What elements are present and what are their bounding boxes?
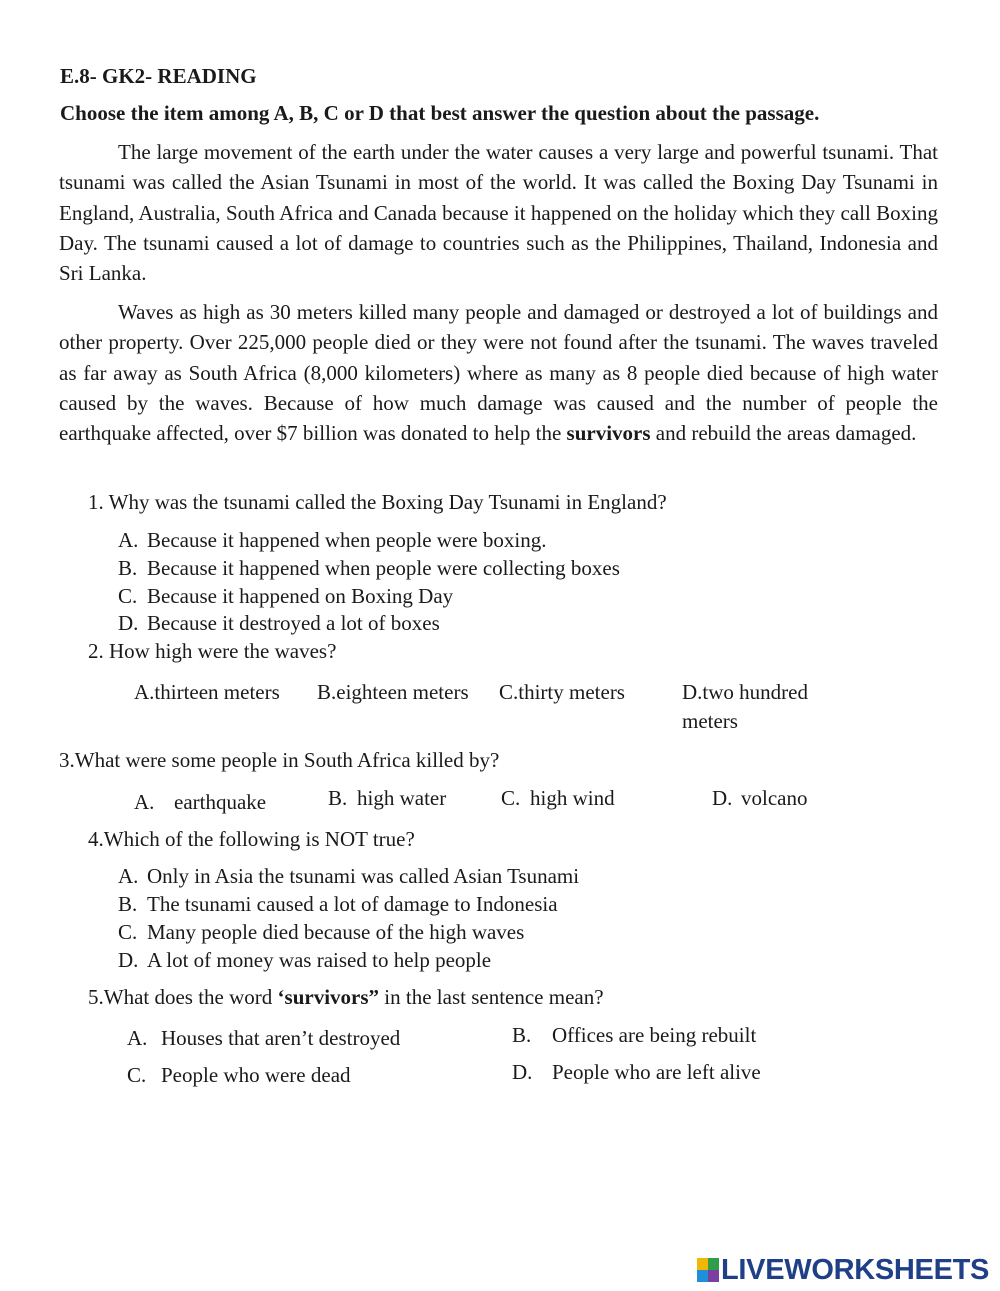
question-5-keyword: ‘survivors” [277,985,380,1009]
q4-option-a[interactable] [118,864,579,889]
q2-option-a[interactable]: A.thirteen meters [134,680,280,704]
option-text: high wind [530,786,615,810]
q1-option-d[interactable] [118,611,440,636]
option-letter: C. [118,920,138,944]
option-letter: A. [127,1026,148,1050]
q4-option-b[interactable] [118,892,558,917]
q5-option-d[interactable] [512,1060,761,1085]
option-letter: B. [512,1023,532,1047]
option-letter: D. [118,948,139,972]
option-text: high water [357,786,447,810]
option-text: Because it happened on Boxing Day [147,584,454,608]
option-text: Only in Asia the tsunami was called Asian Tsunami [147,864,580,888]
option-text: Because it happened when people were boxing. [147,528,547,552]
option-letter: A. [118,528,139,552]
q2-option-d[interactable]: D.two hundred meters [682,680,808,733]
question-3: 3.What were some people in South Africa killed by? [59,748,500,772]
q5-option-c[interactable] [127,1063,351,1088]
q5-option-a[interactable] [127,1026,400,1051]
question-1: 1. Why was the tsunami called the Boxing Day Tsunami in England? [88,490,667,514]
worksheet-title: E.8- GK2- READING [60,64,257,88]
option-text: Many people died because of the high waves [147,920,525,944]
logo-square [708,1270,719,1282]
option-letter: B. [118,556,138,580]
q2-option-c[interactable]: C.thirty meters [499,680,625,704]
option-text: earthquake [174,790,267,814]
option-letter: A. [118,864,139,888]
option-letter: C. [118,584,138,608]
q1-option-a[interactable] [118,528,546,553]
liveworksheets-logo [697,1255,989,1285]
paragraph-2-text: Waves as high as 30 meters killed many people and damaged or destroyed a lot of buildings and other property. Over 225,000 people died or they were not found after the tsunami. The waves traveled as far away as South Africa (8,000 kilometers) where as many as 8 people died because of high water caused by the waves. Because of how much damage was caused and the number of people the earthquake affected, over $7 billion was donated to help the [59,300,938,446]
q2-option-b[interactable]: B.eighteen meters [317,680,469,704]
paragraph-2-ending: and rebuild the areas damaged. [650,421,917,446]
option-text: Offices are being rebuilt [552,1023,757,1047]
question-5-ending: in the last sentence mean? [379,985,604,1009]
question-5 [88,985,604,1010]
option-letter: D. [712,786,733,810]
logo-text: LIVEWORKSHEETS [721,1253,990,1286]
option-letter: B. [118,892,138,916]
q3-option-a[interactable] [134,790,266,815]
option-text: Because it happened when people were collecting boxes [147,556,620,580]
option-text: People who are left alive [552,1060,761,1084]
option-letter: C. [127,1063,147,1087]
q4-option-c[interactable] [118,920,524,945]
liveworksheets-logo-icon [697,1258,719,1282]
question-4: 4.Which of the following is NOT true? [88,827,415,851]
option-text: A lot of money was raised to help people [147,948,492,972]
logo-square [697,1258,708,1270]
option-letter: B. [328,786,348,810]
option-text: People who were dead [161,1063,351,1087]
q5-option-b[interactable] [512,1023,756,1048]
q1-option-c[interactable] [118,584,453,609]
option-letter: D. [512,1060,533,1084]
option-letter: A. [134,790,155,814]
option-text: Because it destroyed a lot of boxes [147,611,440,635]
q1-option-b[interactable] [118,556,620,581]
passage-paragraph-2 [59,297,938,448]
question-2: 2. How high were the waves? [88,639,337,663]
logo-square [708,1258,719,1270]
passage-paragraph-1: The large movement of the earth under the water causes a very large and powerful tsunami. That tsunami was called the Asian Tsunami in most of the world. It was called the Boxing Day Tsunami in England, Australia, South Africa and Canada because it happened on the holiday which they call Boxing Day. The tsunami caused a lot of damage to countries such as the Philippines, Thailand, Indonesia and Sri Lanka. [59,140,938,286]
survivors-keyword: survivors [566,421,651,446]
option-text: The tsunami caused a lot of damage to Indonesia [147,892,558,916]
q4-option-d[interactable] [118,948,491,973]
q3-option-b[interactable] [328,786,446,811]
instruction-text: Choose the item among A, B, C or D that best answer the question about the passage. [60,101,820,125]
q3-option-d[interactable] [712,786,807,811]
option-text: volcano [741,786,808,810]
option-letter: D. [118,611,139,635]
option-text: Houses that aren’t destroyed [161,1026,401,1050]
question-5-text: 5.What does the word [88,985,278,1009]
option-letter: C. [501,786,521,810]
q3-option-c[interactable] [501,786,615,811]
logo-square [697,1270,708,1282]
